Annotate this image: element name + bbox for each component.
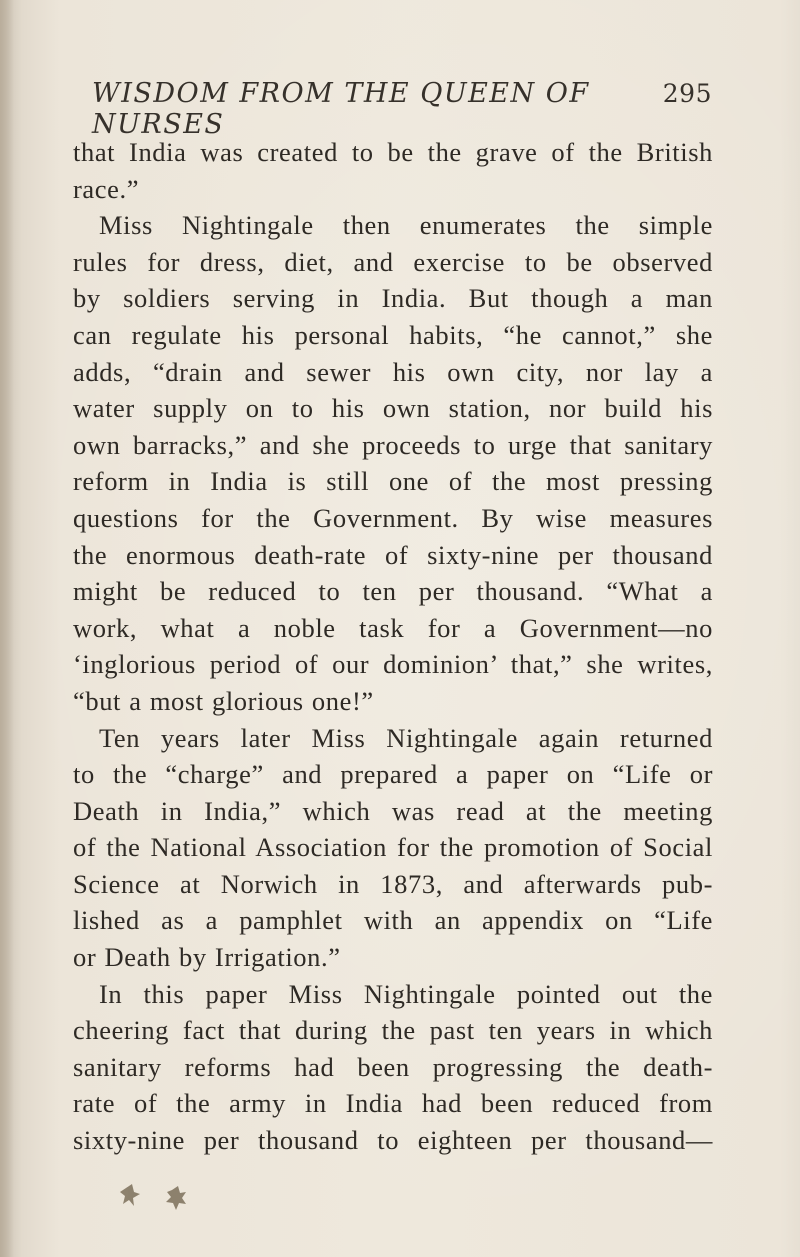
text-line: might be reduced to ten per thousand. “What a — [73, 576, 713, 607]
page-number: 295 — [662, 79, 712, 108]
text-line: own barracks,” and she proceeds to urge that sanitary — [73, 429, 713, 460]
text-line: adds, “drain and sewer his own city, nor lay a — [73, 356, 713, 387]
text-line: Science at Norwich in 1873, and afterwards pub- — [73, 868, 713, 899]
text-line: lished as a pamphlet with an appendix on “Life — [73, 905, 713, 936]
text-line: In this paper Miss Nightingale pointed out the — [99, 978, 713, 1009]
text-line: Death in India,” which was read at the meeting — [73, 795, 713, 826]
text-line: work, what a noble task for a Government—no — [73, 612, 713, 643]
text-line: rate of the army in India had been reduced from — [73, 1088, 713, 1119]
text-line: “but a most glorious one!” — [73, 685, 374, 716]
text-line: that India was created to be the grave of the British — [73, 137, 713, 167]
text-line: by soldiers serving in India. But though a man — [73, 283, 713, 314]
body-text — [73, 134, 713, 1159]
text-line: of the National Association for the promotion of Social — [73, 832, 713, 863]
ink-blot-marks — [120, 1180, 200, 1220]
text-line: water supply on to his own station, nor build his — [73, 393, 713, 424]
running-head-title: WISDOM FROM THE QUEEN OF NURSES — [92, 78, 590, 140]
text-line: to the “charge” and prepared a paper on “Life or — [73, 759, 713, 790]
text-line: or Death by Irrigation.” — [73, 942, 341, 973]
text-line: Ten years later Miss Nightingale again returned — [99, 722, 713, 753]
text-line: questions for the Government. By wise measures — [73, 502, 713, 533]
text-line: reform in India is still one of the most pressing — [73, 466, 713, 497]
text-line: can regulate his personal habits, “he cannot,” she — [73, 319, 713, 350]
text-line: the enormous death-rate of sixty-nine per thousand — [73, 539, 713, 570]
text-line: race.” — [73, 173, 140, 204]
text-line: sanitary reforms had been progressing the death- — [73, 1051, 713, 1082]
text-line: sixty-nine per thousand to eighteen per thousand— — [73, 1125, 713, 1156]
text-line: Miss Nightingale then enumerates the simple — [99, 210, 713, 241]
text-line: rules for dress, diet, and exercise to be observed — [73, 246, 713, 277]
page-gutter-shadow — [0, 0, 14, 1257]
running-head — [92, 78, 712, 140]
text-line: ‘inglorious period of our dominion’ that,” she writes, — [73, 649, 713, 680]
text-line: cheering fact that during the past ten years in which — [73, 1015, 713, 1046]
